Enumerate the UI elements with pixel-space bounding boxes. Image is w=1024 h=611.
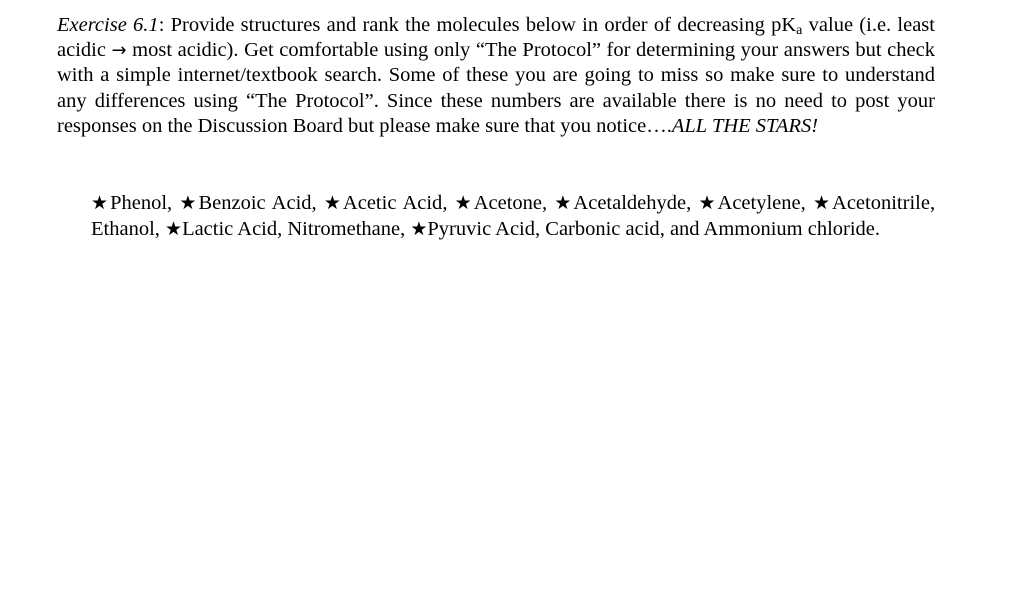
molecule-item: [698, 192, 800, 214]
molecule-separator: ,: [311, 192, 324, 214]
molecule-item: [165, 218, 277, 240]
molecule-item: [324, 192, 442, 214]
molecule-name: Acetonitrile: [832, 192, 930, 214]
molecule-item: [704, 218, 875, 240]
star-icon: ★: [179, 192, 199, 214]
molecule-separator: ,: [800, 192, 813, 214]
star-icon: ★: [698, 192, 718, 214]
molecule-name: Lactic Acid: [182, 217, 278, 240]
molecule-name: Phenol: [110, 192, 168, 214]
star-icon: ★: [410, 217, 428, 240]
right-arrow-icon: →: [111, 40, 127, 62]
molecule-separator: ,: [542, 192, 555, 214]
pka-subscript: a: [796, 23, 803, 38]
molecule-item: [179, 192, 311, 214]
star-icon: ★: [454, 192, 474, 214]
molecule-name: Ethanol: [91, 217, 155, 240]
molecule-item: [91, 192, 167, 214]
molecule-item: [545, 218, 659, 240]
molecule-item: [287, 218, 400, 240]
exercise-label: Exercise 6.1: [57, 14, 159, 36]
molecule-item: [554, 192, 686, 214]
exercise-text-1: Provide structures and rank the molecules below in order of decreasing pK: [164, 14, 797, 36]
molecule-item: [410, 218, 535, 240]
molecule-item: [813, 192, 930, 214]
molecule-separator: ,: [442, 192, 455, 214]
exercise-paragraph: [57, 13, 935, 139]
molecule-name: Ammonium chloride: [703, 217, 875, 240]
star-icon: ★: [323, 192, 343, 214]
molecule-name: Nitromethane: [287, 217, 401, 240]
molecule-name: Acetic Acid: [342, 192, 443, 214]
molecule-separator: .: [874, 217, 881, 240]
molecule-name: Acetaldehyde: [573, 192, 687, 214]
molecule-separator: ,: [277, 217, 288, 240]
stars-emphasis: ALL THE STARS!: [671, 114, 819, 137]
molecule-name: Benzoic Acid: [198, 192, 312, 214]
molecule-separator: ,: [400, 217, 411, 240]
molecule-separator: ,: [686, 192, 699, 214]
molecule-name: Acetylene: [717, 192, 801, 214]
molecule-separator: , and: [659, 217, 704, 240]
molecule-separator: ,: [535, 217, 546, 240]
exercise-label-suffix: :: [158, 14, 165, 36]
star-icon: ★: [165, 217, 183, 240]
molecule-name: Pyruvic Acid: [427, 217, 536, 240]
molecule-item: [91, 218, 155, 240]
exercise-text-3: most acidic). Get comfortable using only “The Protocol” for determining your answers but check with a simple internet/textbook search. Some of these you are going to miss so make sure to understand any differences using “The Protocol”. Since these numbers are available there is no need to post your responses on the Discussion Board but please make sure that you notice….: [57, 39, 935, 137]
star-icon: ★: [554, 192, 574, 214]
molecule-name: Carbonic acid: [545, 217, 660, 240]
exercise-text-2: value (i.e. least acidic: [57, 14, 935, 62]
molecule-separator: ,: [929, 192, 936, 214]
star-icon: ★: [812, 192, 833, 214]
molecule-list: [91, 191, 935, 242]
star-icon: ★: [91, 192, 111, 214]
molecule-separator: ,: [154, 217, 166, 240]
molecule-separator: ,: [167, 192, 180, 214]
molecule-item: [455, 192, 542, 214]
molecule-name: Acetone: [473, 192, 543, 214]
